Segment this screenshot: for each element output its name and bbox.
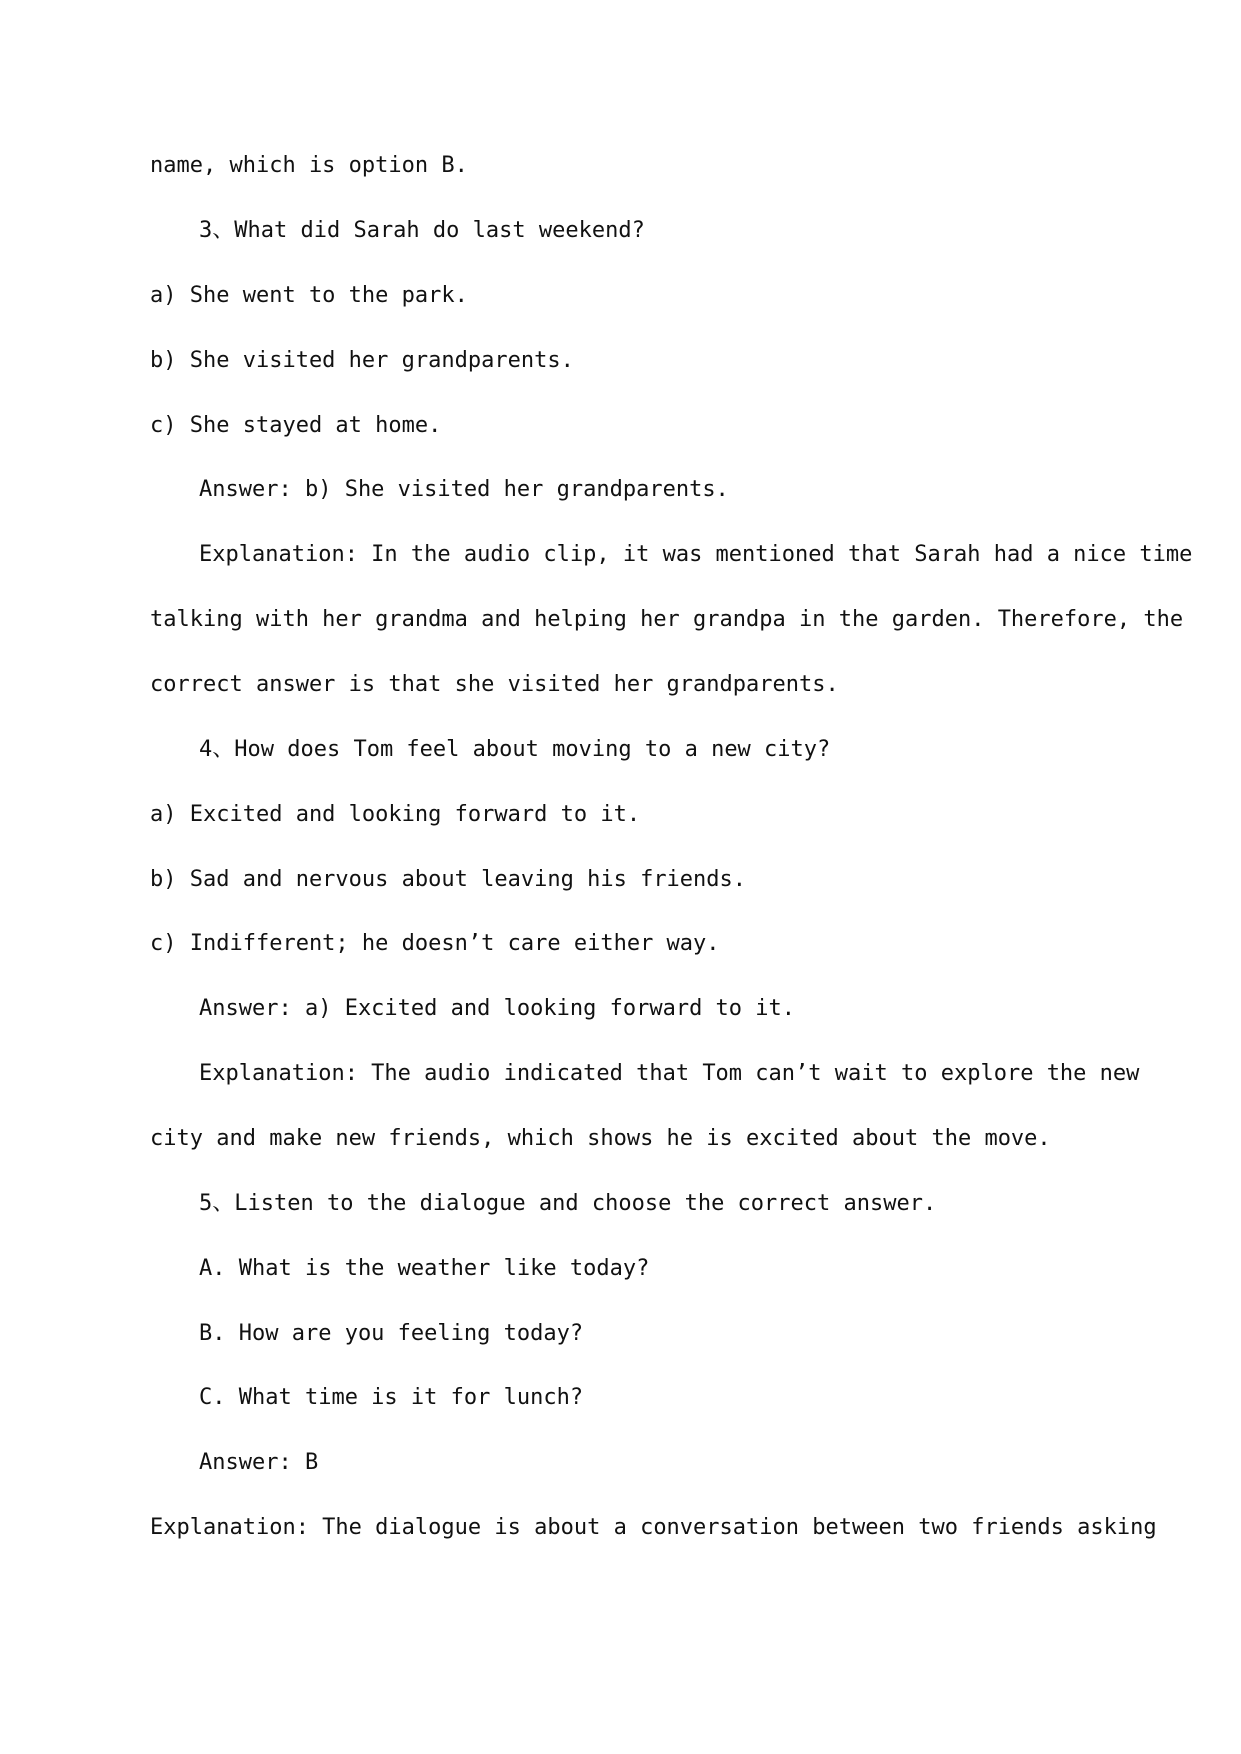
question-3-explanation-line-1: Explanation: In the audio clip, it was mentioned that Sarah had a nice time xyxy=(199,542,1193,567)
text-line-continuation: name, which is option B. xyxy=(150,153,468,178)
question-4-explanation-line-2: city and make new friends, which shows he is excited about the move. xyxy=(150,1126,1051,1151)
question-4-option-c: c) Indifferent; he doesn’t care either way. xyxy=(150,931,720,956)
question-4: 4、How does Tom feel about moving to a new city? xyxy=(199,737,831,762)
question-3-option-b: b) She visited her grandparents. xyxy=(150,348,574,373)
question-4-answer: Answer: a) Excited and looking forward to it. xyxy=(199,996,796,1021)
question-5-answer: Answer: B xyxy=(199,1450,319,1475)
question-3-explanation-line-2: talking with her grandma and helping her grandpa in the garden. Therefore, the xyxy=(150,607,1184,632)
question-5-option-c: C. What time is it for lunch? xyxy=(199,1385,584,1410)
question-4-option-b: b) Sad and nervous about leaving his friends. xyxy=(150,867,747,892)
question-3: 3、What did Sarah do last weekend? xyxy=(199,218,645,243)
question-4-explanation-line-1: Explanation: The audio indicated that Tom can’t wait to explore the new xyxy=(199,1061,1140,1086)
question-5-option-b: B. How are you feeling today? xyxy=(199,1321,584,1346)
question-5: 5、Listen to the dialogue and choose the correct answer. xyxy=(199,1191,937,1216)
question-3-option-c: c) She stayed at home. xyxy=(150,413,442,438)
question-3-explanation-line-3: correct answer is that she visited her grandparents. xyxy=(150,672,839,697)
question-4-option-a: a) Excited and looking forward to it. xyxy=(150,802,641,827)
question-5-option-a: A. What is the weather like today? xyxy=(199,1256,650,1281)
question-3-answer: Answer: b) She visited her grandparents. xyxy=(199,477,729,502)
question-5-explanation-line-1: Explanation: The dialogue is about a conversation between two friends asking xyxy=(150,1515,1157,1540)
question-3-option-a: a) She went to the park. xyxy=(150,283,468,308)
